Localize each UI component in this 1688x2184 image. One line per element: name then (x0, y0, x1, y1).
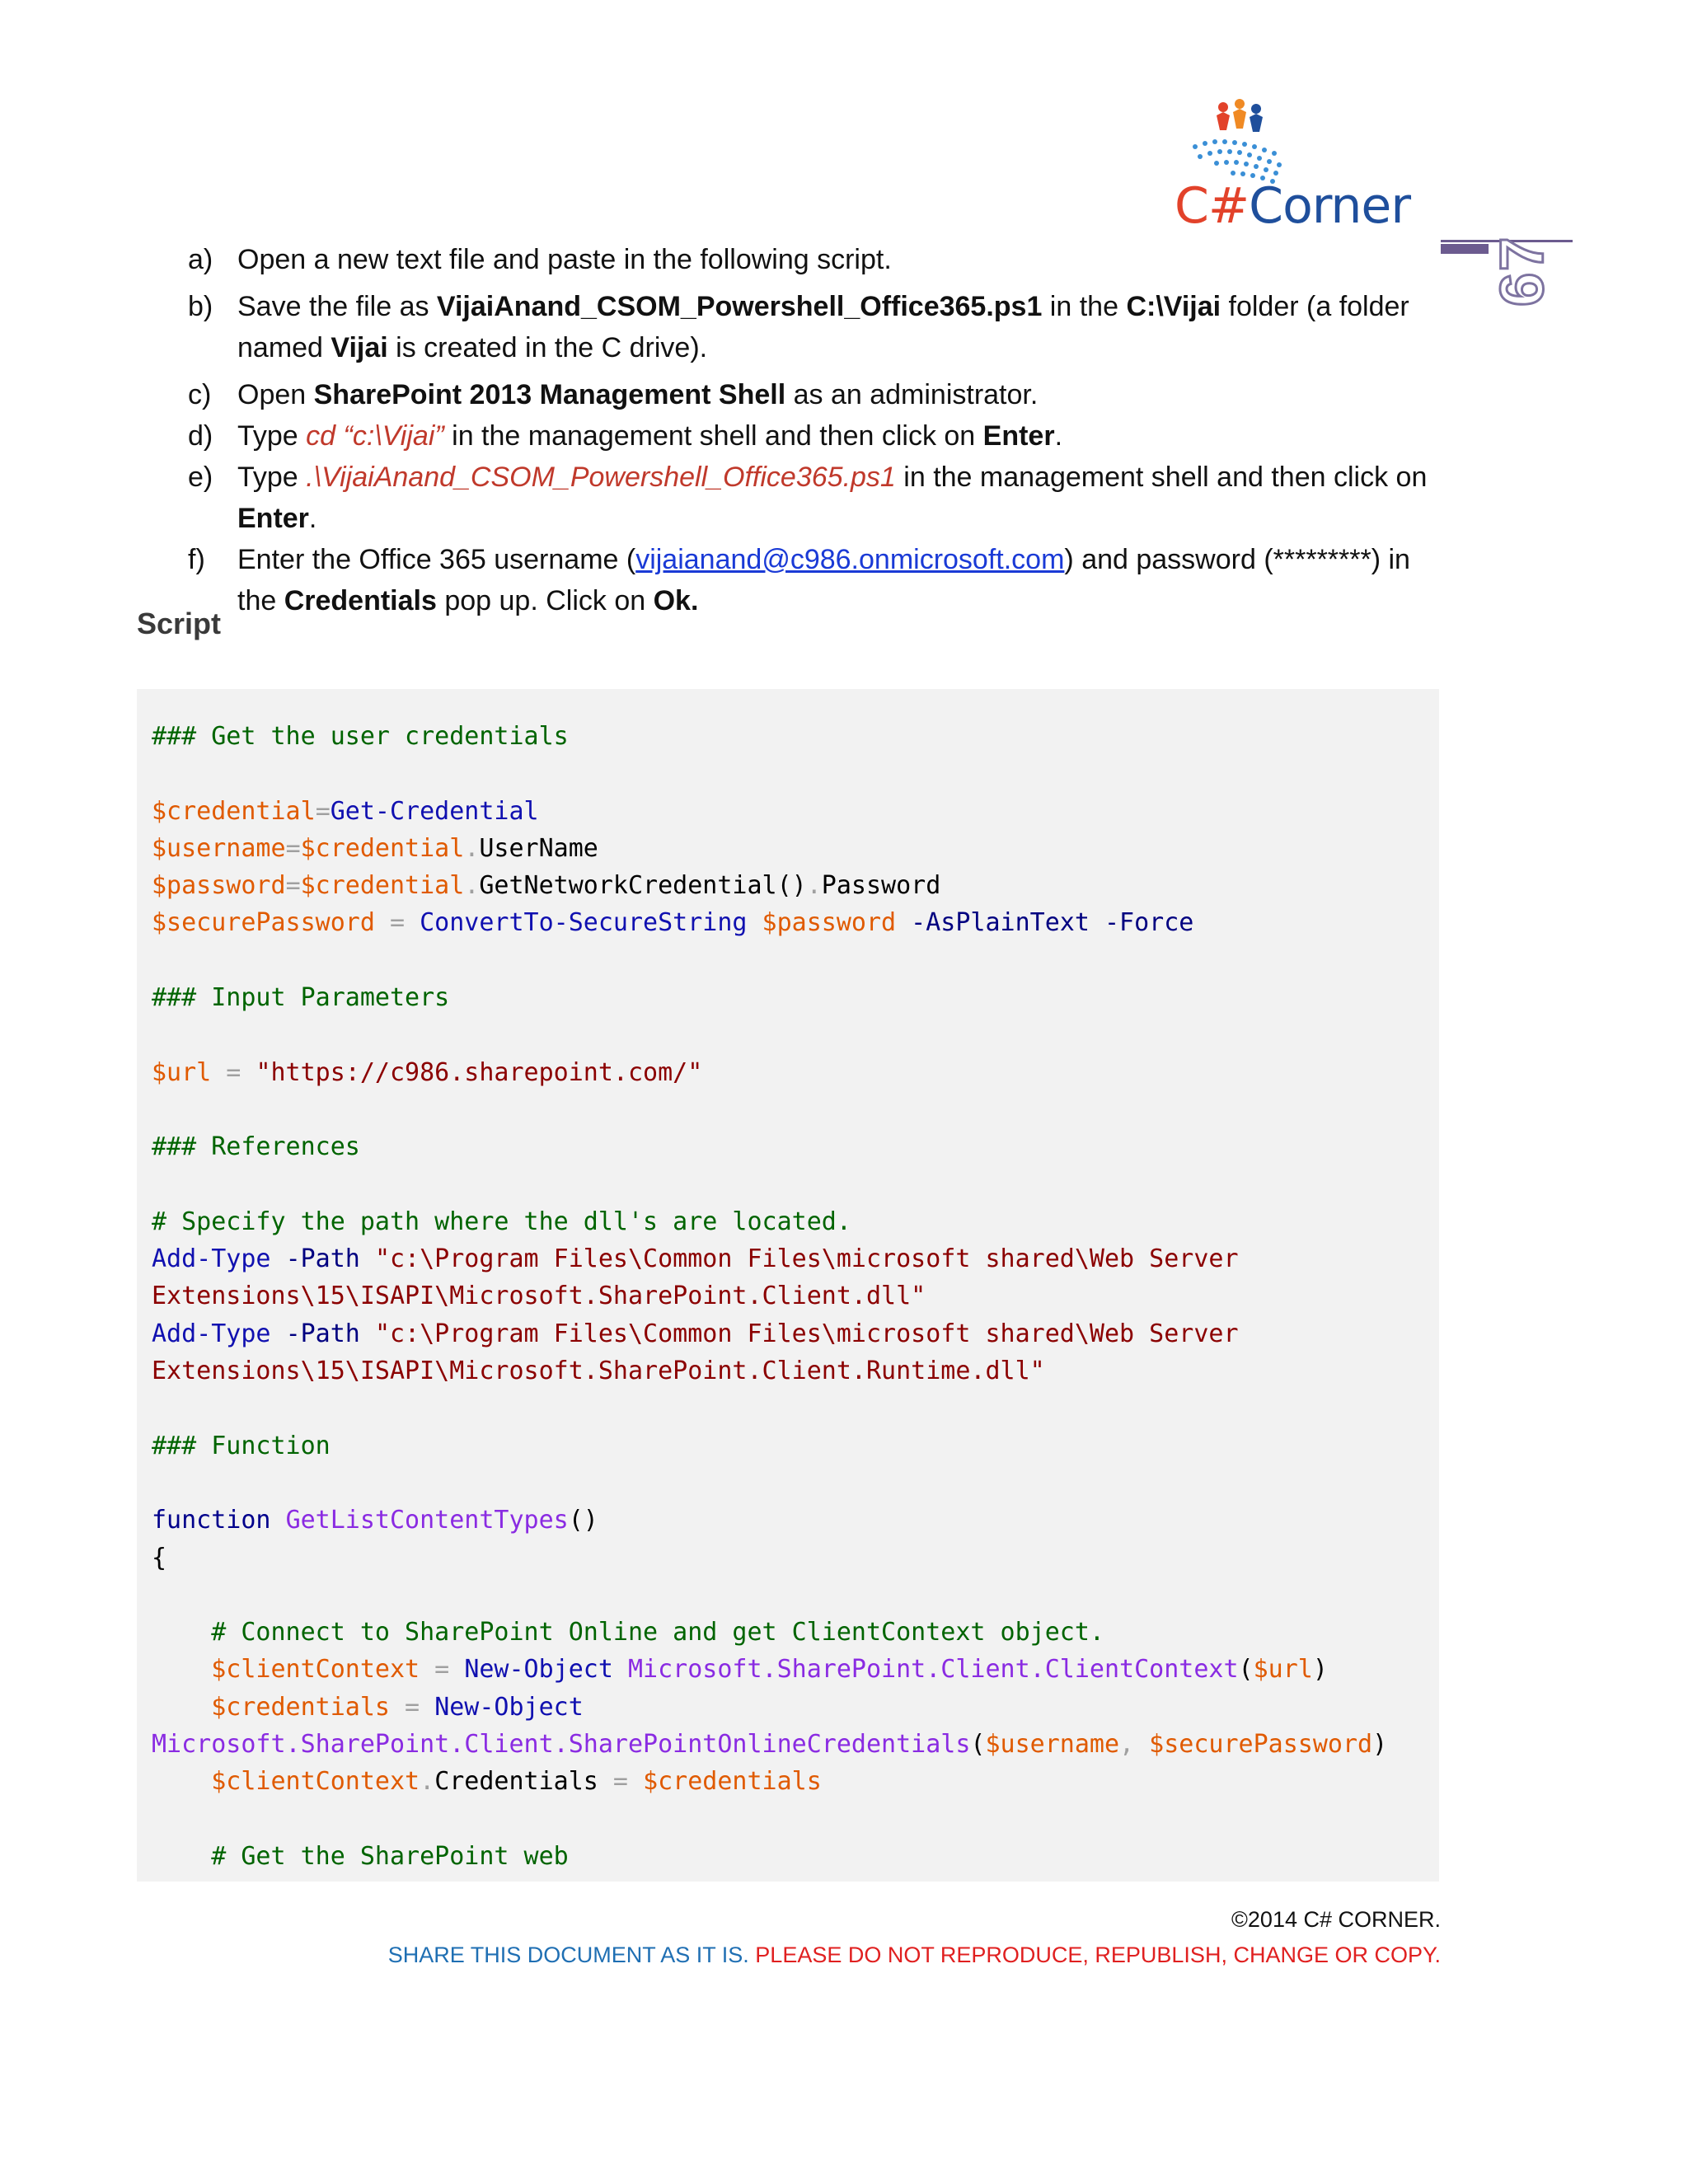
instruction-text: as an administrator. (785, 379, 1039, 410)
code-token: New-Object (434, 1692, 584, 1722)
email-link[interactable]: vijaianand@c986.onmicrosoft.com (635, 544, 1065, 575)
code-token: UserName (479, 833, 598, 863)
logo-wordmark (1175, 177, 1410, 235)
code-token: ### Function (152, 1431, 331, 1460)
code-token: ConvertTo-SecureString (420, 908, 748, 938)
instruction-bold-text: Vijai (331, 332, 388, 363)
code-token: { (152, 1543, 167, 1572)
code-token: GetListContentTypes (285, 1506, 569, 1535)
code-token (747, 908, 762, 937)
code-token: Microsoft.SharePoint.Client.ClientContext (628, 1655, 1239, 1685)
code-line (152, 1427, 1387, 1465)
copyright-notice: ©2014 C# CORNER. (1231, 1907, 1441, 1932)
code-token: Microsoft.SharePoint.Client.SharePointOnlineCredentials (152, 1730, 971, 1760)
code-token (360, 1319, 375, 1348)
instruction-bold-text: VijaiAnand_CSOM_Powershell_Office365.ps1 (436, 291, 1043, 322)
logo-corner-text: Corner (1249, 177, 1410, 235)
code-line (152, 867, 1387, 904)
code-token (896, 908, 911, 937)
instruction-bold-text: Ok. (653, 585, 699, 616)
code-token: "c:\Program Files\Common Files\microsoft shared\Web Server (374, 1319, 1239, 1348)
instruction-bold-text: SharePoint 2013 Management Shell (313, 379, 786, 410)
code-token: $username (152, 833, 286, 863)
instruction-text: Enter the Office 365 username ( (237, 544, 636, 575)
code-token: ( (970, 1730, 986, 1760)
code-token: ### References (152, 1132, 360, 1162)
instruction-command-text: .\VijaiAnand_CSOM_Powershell_Office365.ps1 (306, 462, 896, 493)
code-token: Add-Type (152, 1244, 271, 1274)
code-token (152, 1842, 211, 1871)
instruction-text: . (1054, 420, 1063, 452)
code-token: $credential (300, 871, 465, 901)
share-notice (388, 1943, 1441, 1968)
code-token: -Path (285, 1244, 360, 1274)
code-line (152, 1689, 1387, 1726)
code-token: ### Input Parameters (152, 983, 450, 1013)
code-token: = (390, 1692, 435, 1722)
code-line (152, 942, 1387, 979)
page-number-bar (1441, 244, 1489, 254)
code-token: "https://c986.sharepoint.com/" (256, 1057, 703, 1087)
code-token: $credential (152, 796, 316, 826)
code-token: Get-Credential (330, 796, 539, 826)
page-number: 67 (1488, 235, 1556, 307)
code-line (152, 1166, 1387, 1203)
code-line (152, 1614, 1387, 1651)
code-token: Add-Type (152, 1319, 271, 1348)
instruction-text: in the (1042, 291, 1127, 322)
code-token: . (464, 871, 480, 901)
code-token: Extensions\15\ISAPI\Microsoft.SharePoint.Client.dll" (152, 1282, 926, 1311)
instruction-bold-text: C:\Vijai (1126, 291, 1221, 322)
instruction-bold-text: Enter (237, 503, 309, 534)
instruction-item (188, 286, 1441, 368)
share-notice-allow: SHARE THIS DOCUMENT AS IT IS. (387, 1943, 756, 1967)
code-token: = (315, 796, 331, 826)
code-line (152, 1203, 1387, 1240)
code-line (152, 1091, 1387, 1128)
share-notice-restrict: PLEASE DO NOT REPRODUCE, REPUBLISH, CHANGE OR COPY. (755, 1943, 1441, 1967)
code-token: # Specify the path where the dll's are located. (152, 1207, 851, 1236)
code-block (137, 689, 1439, 1882)
code-token: = (598, 1767, 644, 1797)
code-token: $securePassword (1149, 1730, 1373, 1760)
instruction-text: Type (237, 420, 307, 452)
code-line (152, 1577, 1387, 1614)
code-token (613, 1655, 628, 1684)
code-token: () (568, 1506, 598, 1535)
section-heading: Script (137, 607, 222, 640)
instruction-marker: d) (188, 420, 213, 452)
code-token: $url (1253, 1655, 1313, 1685)
code-token: $credentials (211, 1692, 390, 1722)
code-line (152, 1540, 1387, 1577)
instruction-item (188, 457, 1441, 539)
code-token: ) (1372, 1730, 1388, 1760)
instruction-marker: a) (188, 244, 213, 275)
code-line (152, 1838, 1387, 1875)
instruction-marker: b) (188, 291, 213, 322)
code-token: ( (1238, 1655, 1254, 1685)
code-token: $username (985, 1730, 1120, 1760)
code-token: function (152, 1506, 271, 1535)
code-token (152, 1693, 211, 1722)
instruction-text: . (308, 503, 317, 534)
code-line (152, 755, 1387, 792)
logo-hash-text: C# (1175, 177, 1250, 235)
code-token: $credentials (643, 1767, 822, 1797)
code-token (152, 1618, 211, 1647)
instruction-text: in the management shell and then click on (443, 420, 983, 452)
instruction-item (188, 539, 1441, 621)
instruction-marker: f) (188, 544, 205, 575)
instruction-list (188, 239, 1441, 621)
code-line (152, 979, 1387, 1016)
code-token (1090, 908, 1104, 937)
code-token: . (464, 833, 480, 863)
instruction-bold-text: Enter (982, 420, 1055, 452)
code-line (152, 1352, 1387, 1390)
code-line (152, 904, 1387, 941)
instruction-marker: c) (188, 379, 212, 410)
instruction-item (188, 239, 1441, 280)
code-token: = (285, 833, 301, 863)
code-token: $password (762, 908, 897, 938)
instruction-text: pop up. Click on (436, 585, 654, 616)
code-line (152, 793, 1387, 830)
code-token: $securePassword (152, 908, 375, 938)
code-line (152, 1502, 1387, 1539)
code-token (271, 1319, 286, 1348)
code-line (152, 1465, 1387, 1502)
code-token: . (806, 871, 822, 901)
code-token (271, 1244, 286, 1273)
instruction-bold-text: Credentials (284, 585, 437, 616)
code-token (360, 1244, 375, 1273)
code-line (152, 1390, 1387, 1427)
code-token: Credentials (434, 1767, 598, 1797)
code-line (152, 1128, 1387, 1165)
code-line (152, 1763, 1387, 1800)
code-token: = (285, 871, 301, 901)
code-line (152, 1726, 1387, 1763)
code-line (152, 718, 1387, 755)
code-token: $clientContext (211, 1767, 420, 1797)
logo-figures-icon (1217, 99, 1263, 132)
code-token: GetNetworkCredential() (479, 871, 807, 901)
instruction-command-text: cd “c:\Vijai” (306, 420, 444, 452)
code-line (152, 1801, 1387, 1838)
code-lines (152, 718, 1387, 1875)
instruction-item (188, 374, 1441, 415)
instruction-text: Save the file as (237, 291, 437, 322)
instruction-text: Open a new text file and paste in the following script. (237, 244, 892, 275)
code-token: $password (152, 871, 286, 901)
code-line (152, 1240, 1387, 1277)
code-token: -Force (1104, 908, 1194, 938)
code-token: = (211, 1057, 256, 1087)
code-line (152, 1054, 1387, 1091)
code-token: # Get the SharePoint web (211, 1841, 569, 1871)
code-token (271, 1506, 286, 1535)
code-token: $url (152, 1057, 212, 1087)
code-token: . (420, 1767, 435, 1797)
code-token: $credential (300, 833, 465, 863)
code-token: -AsPlainText (911, 908, 1090, 938)
code-token: -Path (285, 1319, 360, 1348)
code-token: Extensions\15\ISAPI\Microsoft.SharePoint.Client.Runtime.dll" (152, 1357, 1045, 1386)
code-line (152, 1016, 1387, 1053)
instruction-marker: e) (188, 462, 213, 493)
code-token: , (1119, 1730, 1150, 1760)
instruction-text: in the management shell and then click on (895, 462, 1428, 493)
code-line (152, 830, 1387, 867)
code-token (152, 1655, 211, 1684)
code-token: ### Get the user credentials (152, 722, 569, 751)
code-line (152, 1315, 1387, 1352)
instruction-text: folder (a folder named (237, 291, 1409, 363)
code-line (152, 1277, 1387, 1315)
instruction-text: Type (237, 462, 307, 493)
instruction-text: Open (237, 379, 314, 410)
code-token: = (420, 1655, 465, 1685)
code-token: $clientContext (211, 1655, 420, 1685)
code-token: = (374, 908, 420, 938)
code-token: ) (1312, 1655, 1328, 1685)
instruction-text: is created in the C drive). (387, 332, 708, 363)
code-token (152, 1767, 211, 1796)
code-token: # Connect to SharePoint Online and get ClientContext object. (211, 1618, 1104, 1647)
instruction-item (188, 415, 1441, 457)
code-token: Password (821, 871, 941, 901)
code-token: "c:\Program Files\Common Files\microsoft shared\Web Server (374, 1244, 1239, 1274)
instruction-text: ) and password (*********) in the (237, 544, 1410, 616)
code-token: New-Object (464, 1655, 613, 1685)
code-line (152, 1651, 1387, 1688)
